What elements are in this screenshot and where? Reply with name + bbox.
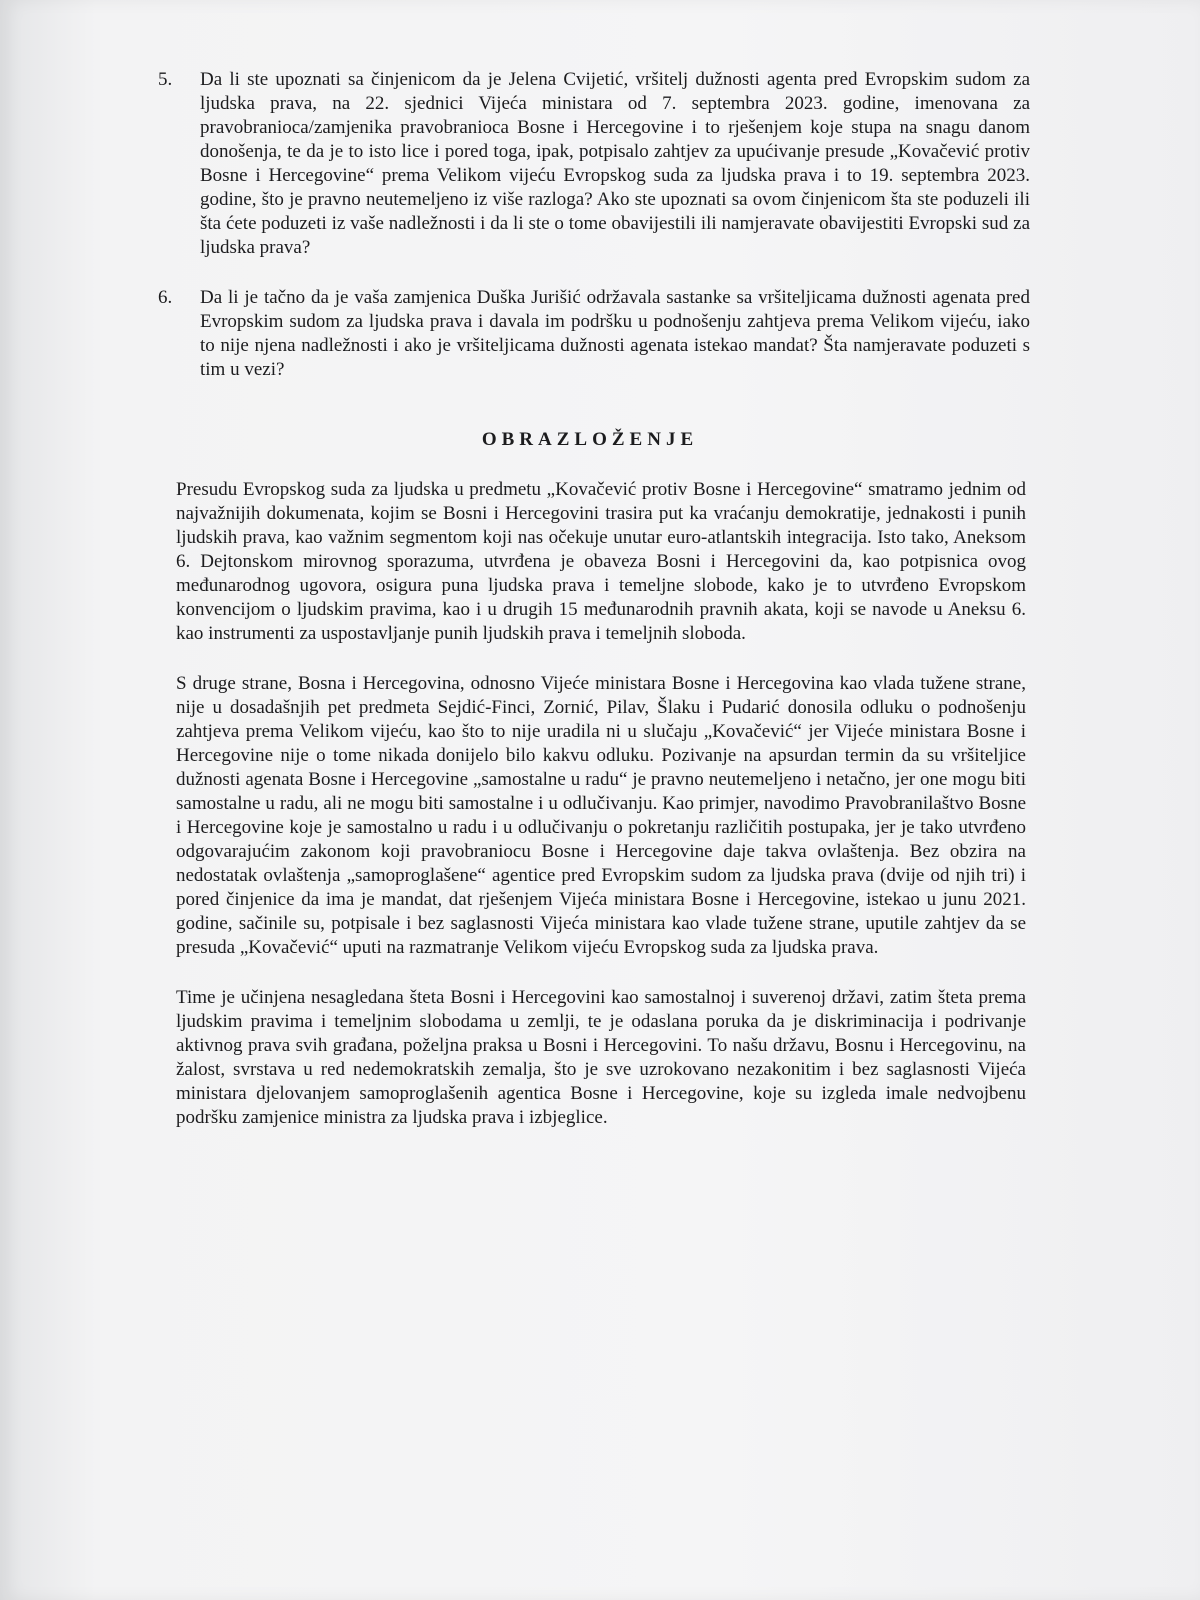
question-text: Da li ste upoznati sa činjenicom da je Jelena Cvijetić, vršitelj dužnosti agenta pred Evropskim sudom za ljudska prava, na 22. sjednici Vijeća ministara od 7. septembra 2023. godine, imenovana za pravobranioca/zamjenika pravobranioca Bosne i Hercegovine i to rješenjem koje stupa na snagu danom donošenja, te da je to isto lice i pored toga, ipak, potpisalo zahtjev za upućivanje presude „Kovačević protiv Bosne i Hercegovine“ prema Velikom vijeću Evropskog suda za ljudska prava i to 19. septembra 2023. godine, što je pravno neutemeljeno iz više razloga? Ako ste upoznati sa ovom činjenicom šta ste poduzeli ili šta ćete poduzeti iz vaše nadležnosti i da li ste o tome obavijestili ili namjeravate obavijestiti Evropski sud za ljudska prava? — [200, 69, 1030, 258]
document-page — [150, 68, 1030, 1156]
question-item — [150, 68, 1030, 260]
question-list — [150, 68, 1030, 382]
explanation-paragraph: S druge strane, Bosna i Hercegovina, odnosno Vijeće ministara Bosne i Hercegovina kao vlada tužene strane, nije u dosadašnjih pet predmeta Sejdić-Finci, Zornić, Pilav, Šlaku i Pudarić donosila odluku o podnošenju zahtjeva prema Velikom vijeću, kao što to nije uradila ni u slučaju „Kovačević“ jer Vijeće ministara Bosne i Hercegovine nije o tome nikada donijelo bilo kakvu odluku. Pozivanje na apsurdan termin da su vršiteljice dužnosti agenata Bosne i Hercegovine „samostalne u radu“ je pravno neutemeljeno i netačno, jer one mogu biti samostalne u radu, ali ne mogu biti samostalne i u odlučivanju. Kao primjer, navodimo Pravobranilaštvo Bosne i Hercegovine koje je samostalno u radu i u odlučivanju o pokretanju različitih postupaka, jer je tako utvrđeno odgovarajućim zakonom koji pravobraniocu Bosne i Hercegovine daje takva ovlaštenja. Bez obzira na nedostatak ovlaštenja „samoproglašene“ agentice pred Evropskim sudom za ljudska prava (dvije od njih tri) i pored činjenice da ima je mandat, dat rješenjem Vijeća ministara Bosne i Hercegovine, istekao u junu 2021. godine, sačinile su, potpisale i bez saglasnosti Vijeća ministara kao vlade tužene strane, uputile zahtjev da se presuda „Kovačević“ uputi na razmatranje Velikom vijeću Evropskog suda za ljudska prava. — [176, 673, 1026, 958]
question-text: Da li je tačno da je vaša zamjenica Duška Jurišić održavala sastanke sa vršiteljicama dužnosti agenata pred Evropskim sudom za ljudska prava i davala im podršku u podnošenju zahtjeva prema Velikom vijeću, iako to nije njena nadležnosti i ako je vršiteljicama dužnosti agenata istekao mandat? Šta namjeravate poduzeti s tim u vezi? — [200, 287, 1030, 380]
question-number: 6. — [158, 287, 173, 308]
section-heading: OBRAZLOŽENJE — [481, 429, 699, 450]
question-number: 5. — [158, 69, 173, 90]
explanation-paragraph: Time je učinjena nesagledana šteta Bosni i Hercegovini kao samostalnoj i suverenoj državi, zatim šteta prema ljudskim pravima i temeljnim slobodama u zemlji, te je odaslana poruka da je diskriminacija i podrivanje aktivnog prava svih građana, poželjna praksa u Bosni i Hercegovini. To našu državu, Bosnu i Hercegovinu, na žalost, svrstava u red nedemokratskih zemalja, što je sve uzrokovano nezakonitim i bez saglasnosti Vijeća ministara djelovanjem samoproglašenih agentica Bosne i Hercegovine, koje su izgleda imale nedvojbenu podršku zamjenice ministra za ljudska prava i izbjeglice. — [176, 987, 1026, 1128]
question-item — [150, 286, 1030, 382]
explanation-paragraph: Presudu Evropskog suda za ljudska u predmetu „Kovačević protiv Bosne i Hercegovine“ smatramo jednim od najvažnijih dokumenata, kojim se Bosni i Hercegovini trasira put ka vraćanju demokratije, jednakosti i punih ljudskih prava, kao važnim segmentom koji nas očekuje unutar euro-atlantskih integracija. Isto tako, Aneksom 6. Dejtonskom mirovnog sporazuma, utvrđena je obaveza Bosni i Hercegovini da, kao potpisnica ovog međunarodnog ugovora, osigura puna ljudska prava i temeljne slobode, kako je to utvrđeno Evropskom konvencijom o ljudskim pravima, kao i u drugih 15 međunarodnih pravnih akata, koji se navode u Aneksu 6. kao instrumenti za uspostavljanje punih ljudskih prava i temeljnih sloboda. — [176, 479, 1026, 644]
